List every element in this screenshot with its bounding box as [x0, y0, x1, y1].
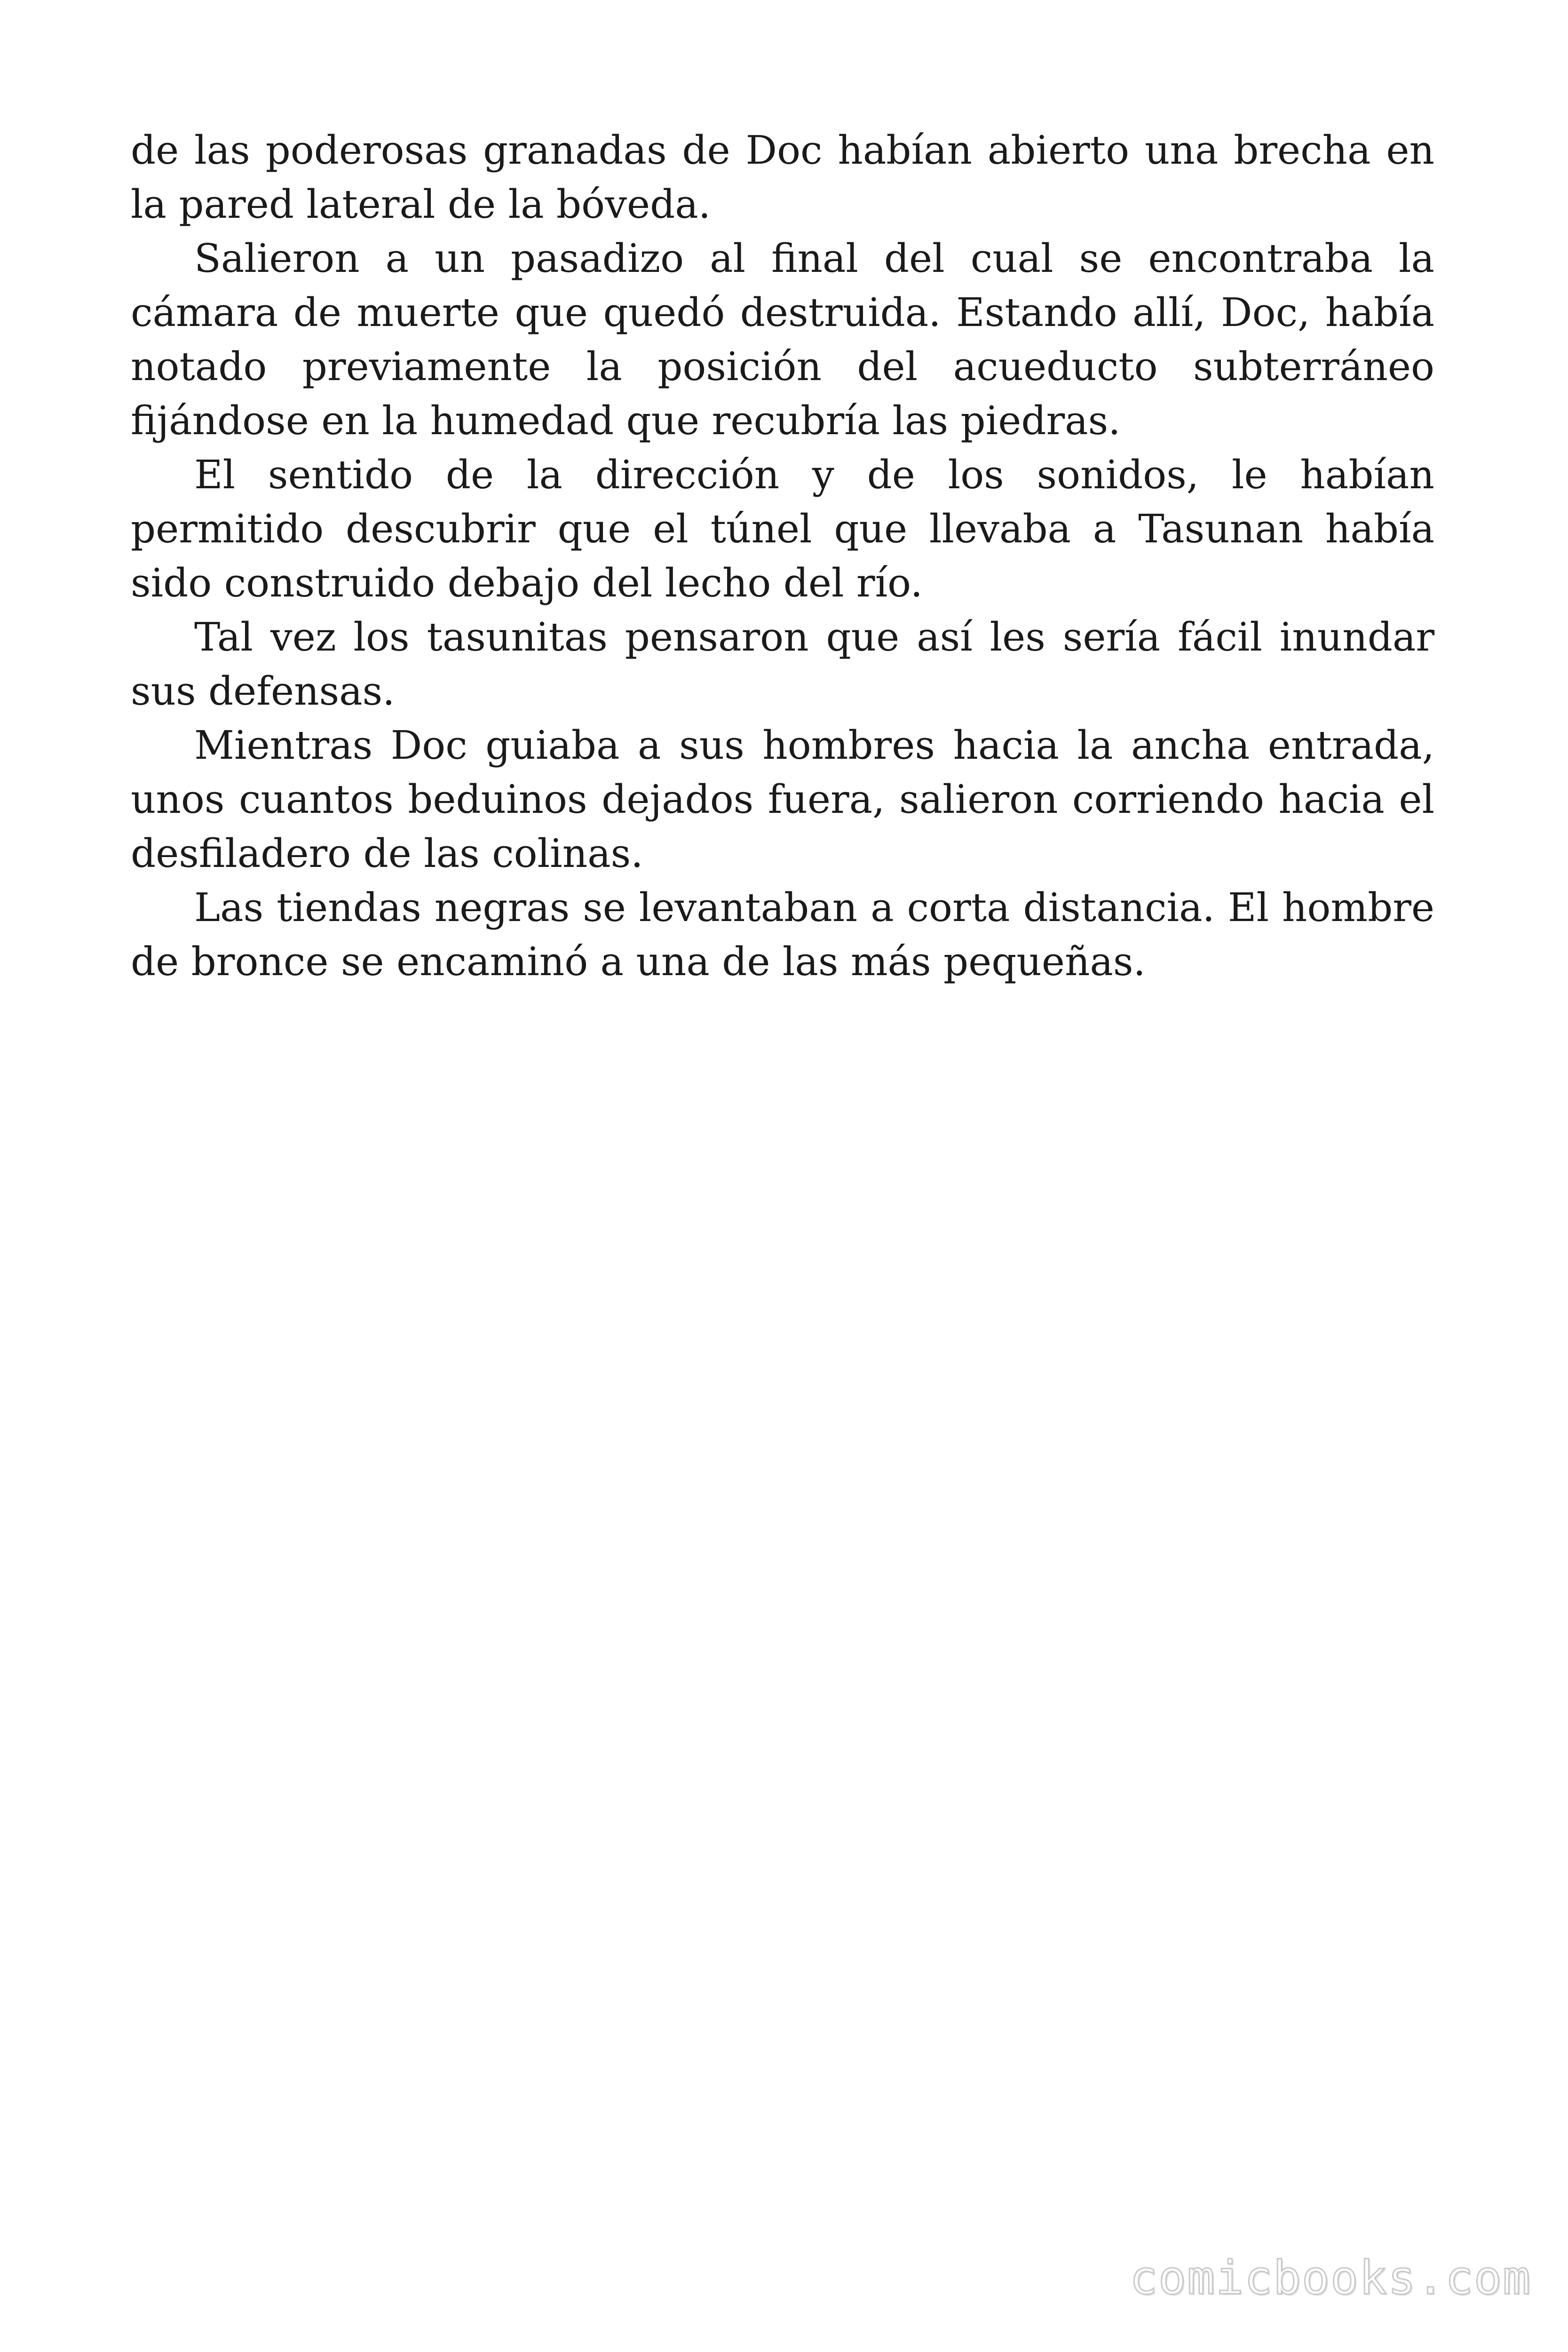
paragraph: Las tiendas negras se levantaban a corta distancia. El hombre de bronce se encaminó a una de las más pequeñas. [131, 885, 1434, 985]
paragraph: Tal vez los tasunitas pensaron que así les sería fácil inundar sus defensas. [131, 614, 1434, 714]
paragraph: El sentido de la dirección y de los sonidos, le habían permitido descubrir que el túnel que llevaba a Tasunan había sido construido debajo del lecho del río. [131, 452, 1434, 606]
watermark: comicbooks.com [1129, 2251, 1531, 2305]
body-text [131, 123, 1434, 989]
paragraph: Salieron a un pasadizo al final del cual se encontraba la cámara de muerte que quedó destruida. Estando allí, Doc, había notado previamente la posición del acueducto subterráneo fijándose en la humedad que recubría las piedras. [131, 236, 1434, 444]
paragraph: Mientras Doc guiaba a sus hombres hacia la ancha entrada, unos cuantos beduinos dejados fuera, salieron corriendo hacia el desfiladero de las colinas. [131, 723, 1434, 876]
paragraph: de las poderosas granadas de Doc habían abierto una brecha en la pared lateral de la bóveda. [131, 127, 1434, 227]
